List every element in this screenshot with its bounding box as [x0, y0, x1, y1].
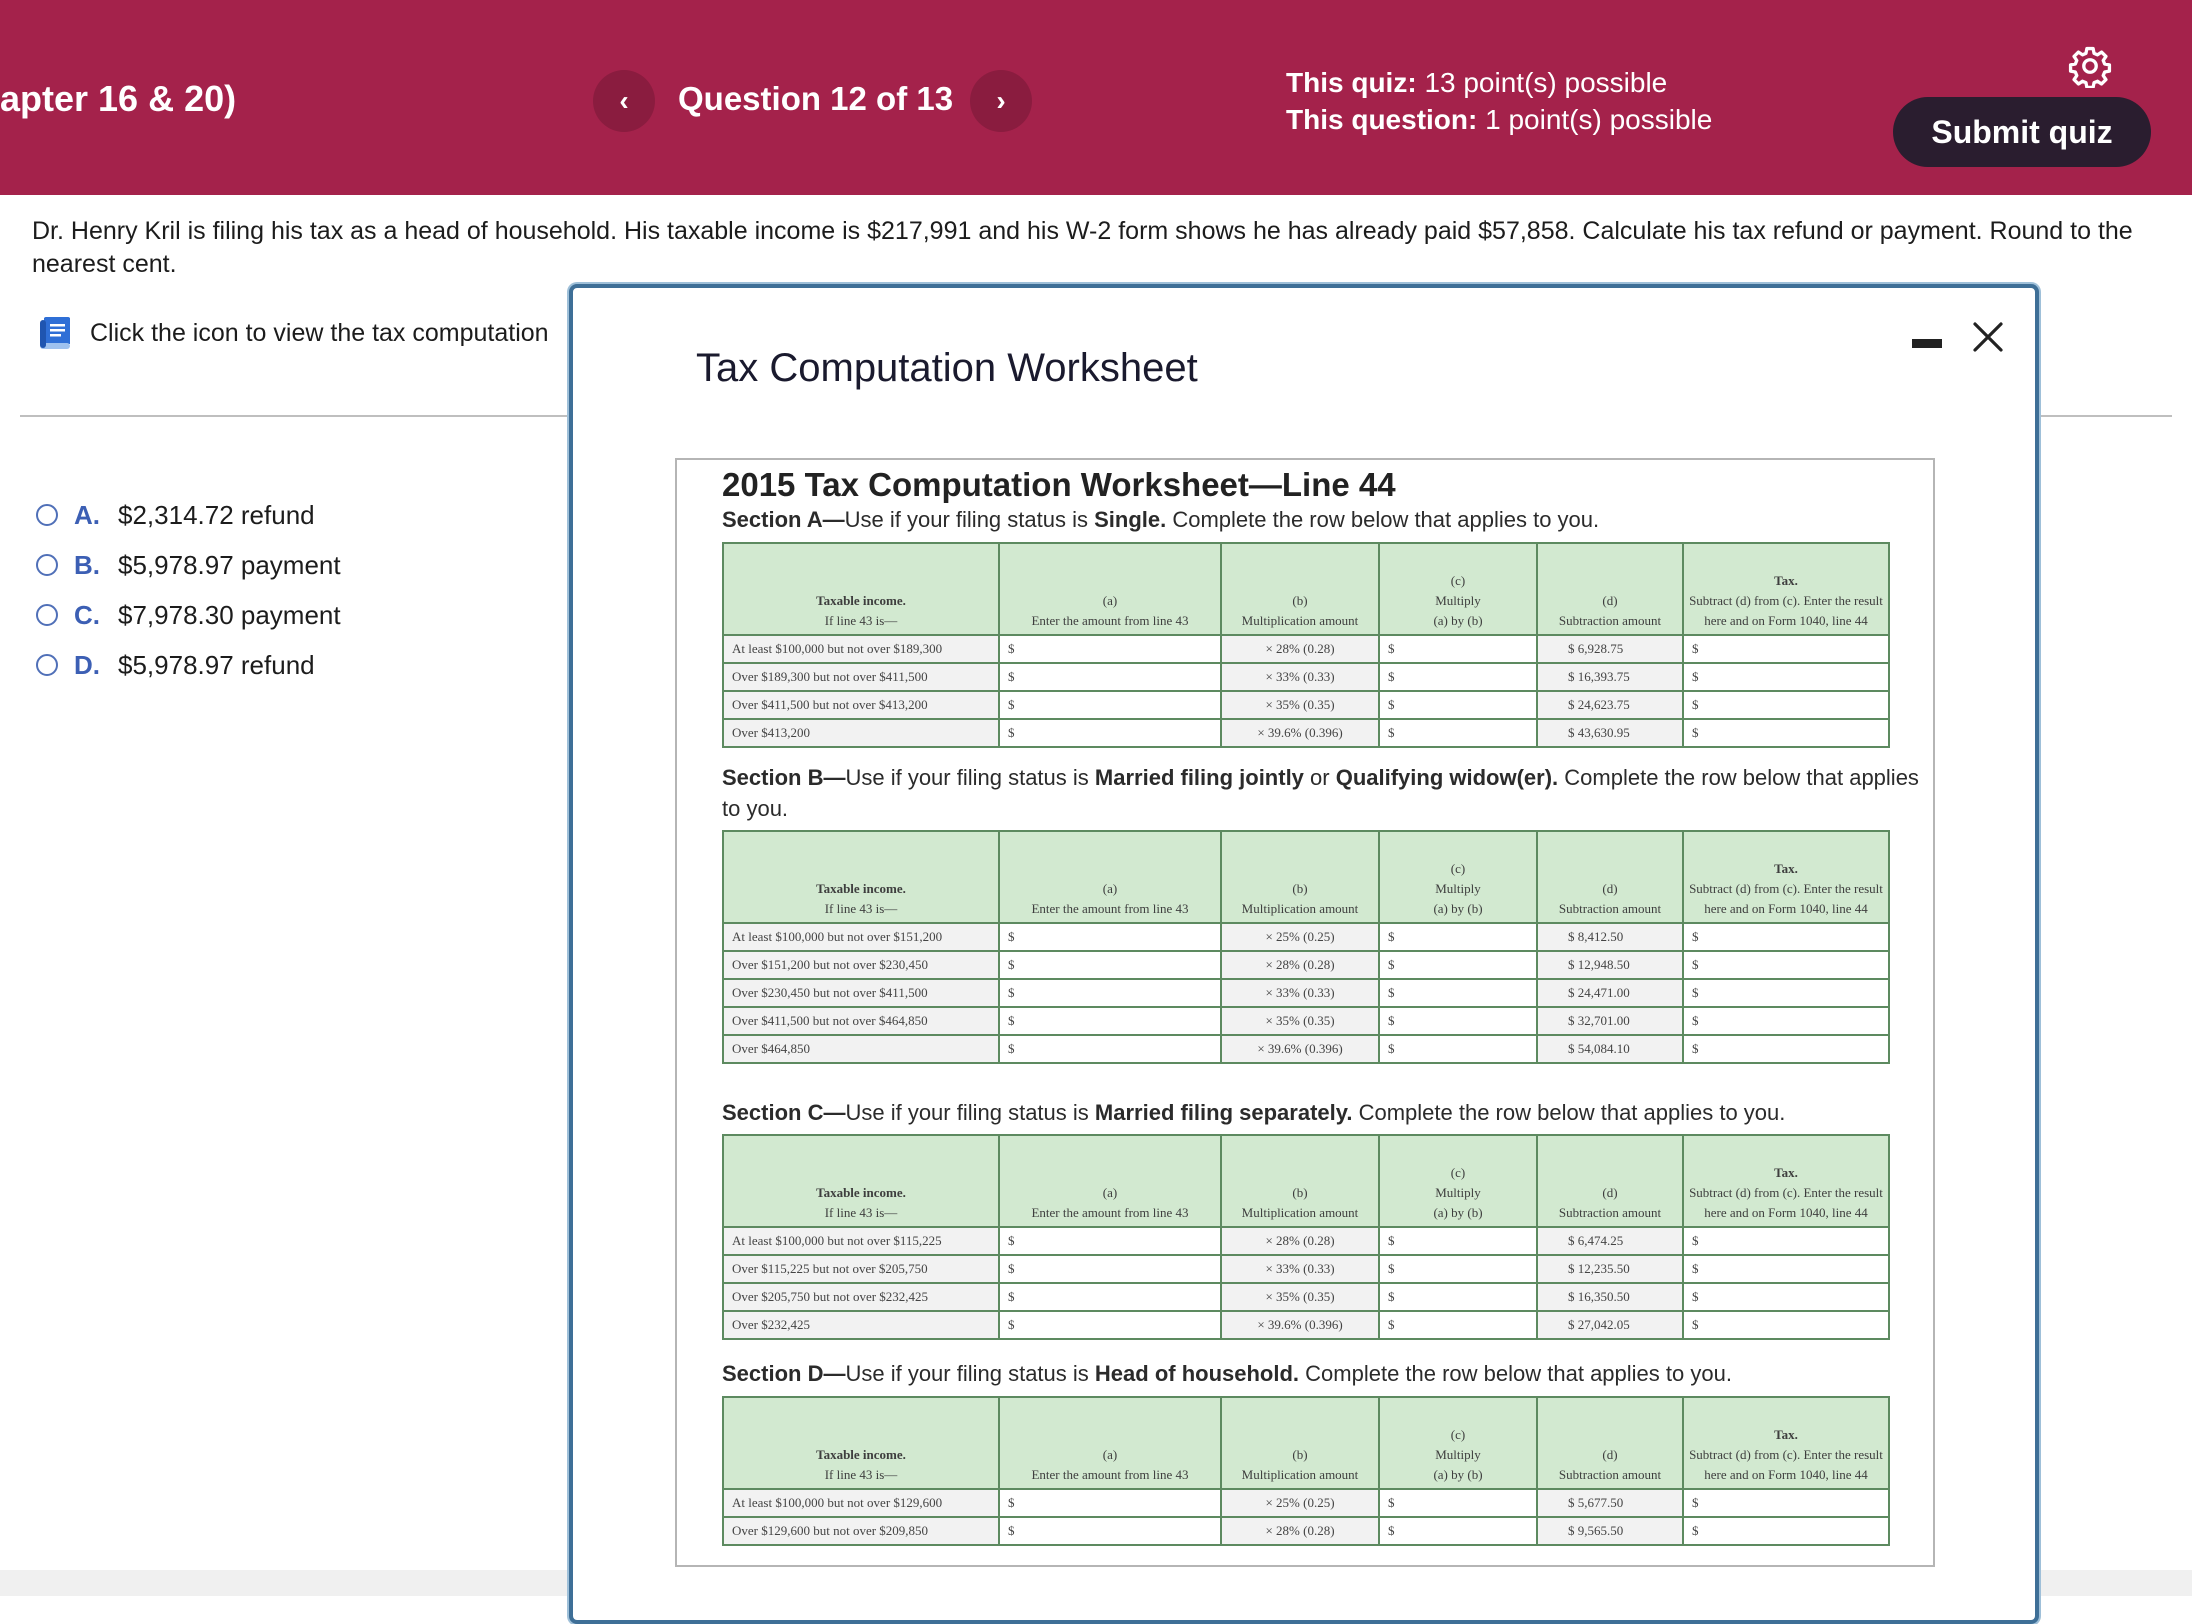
col-tax: Tax. Subtract (d) from (c). Enter the result here and on Form 1040, line 44 — [1683, 1397, 1889, 1489]
answer-choices — [36, 490, 341, 690]
settings-gear-icon[interactable] — [2068, 44, 2112, 88]
question-text: Dr. Henry Kril is filing his tax as a head of household. His taxable income is $217,991 and his W-2 form shows he has already paid $57,858. Calculate his tax refund or payment. Round to the nearest cent. — [32, 217, 2133, 278]
close-icon[interactable] — [1971, 320, 2005, 354]
section-text: Use if your filing status is — [845, 1361, 1095, 1386]
section-b-table — [722, 830, 1890, 1064]
worksheet-image — [675, 458, 1935, 1567]
col-b: (b) Multiplication amount — [1221, 831, 1379, 923]
choice-b[interactable] — [36, 540, 341, 590]
choice-a[interactable] — [36, 490, 341, 540]
quiz-points-label: This quiz: — [1286, 67, 1417, 98]
col-a: (a) Enter the amount from line 43 — [999, 1397, 1221, 1489]
section-lead: Section A— — [722, 507, 845, 532]
section-tail: Complete the row below that applies to you. — [1299, 1361, 1732, 1386]
choice-letter: A. — [74, 499, 100, 530]
col-c: (c) Multiply (a) by (b) — [1379, 1135, 1537, 1227]
section-tail: Complete the row below that applies to you. — [1166, 507, 1600, 532]
col-income: Taxable income. If line 43 is— — [723, 1397, 999, 1489]
section-tail: Complete the row below that applies to you. — [722, 765, 1919, 821]
table-row: Over $129,600 but not over $209,850 $ × 28% (0.28) $ $ 9,565.50 $ — [723, 1517, 1889, 1545]
table-row: Over $115,225 but not over $205,750 $ × 33% (0.33) $ $ 12,235.50 $ — [723, 1255, 1889, 1283]
worksheet-link-text: Click the icon to view the tax computation — [90, 318, 549, 347]
table-row: Over $189,300 but not over $411,500 $ × 33% (0.33) $ $ 16,393.75 $ — [723, 663, 1889, 691]
book-icon[interactable] — [36, 314, 76, 352]
points-info — [1286, 64, 1712, 138]
modal-title: Tax Computation Worksheet — [696, 346, 1198, 390]
col-d: (d) Subtraction amount — [1537, 831, 1683, 923]
radio-button[interactable] — [36, 604, 58, 626]
table-row: At least $100,000 but not over $115,225 $ × 28% (0.28) $ $ 6,474.25 $ — [723, 1227, 1889, 1255]
question-points-label: This question: — [1286, 104, 1478, 135]
table-row: Over $411,500 but not over $464,850 $ × 35% (0.35) $ $ 32,701.00 $ — [723, 1007, 1889, 1035]
section-status: Single. — [1094, 507, 1167, 532]
choice-letter: C. — [74, 599, 100, 630]
table-row: Over $413,200 $ × 39.6% (0.396) $ $ 43,630.95 $ — [723, 719, 1889, 747]
radio-button[interactable] — [36, 504, 58, 526]
choice-c[interactable] — [36, 590, 341, 640]
radio-button[interactable] — [36, 554, 58, 576]
table-row: Over $411,500 but not over $413,200 $ × 35% (0.35) $ $ 24,623.75 $ — [723, 691, 1889, 719]
col-a: (a) Enter the amount from line 43 — [999, 543, 1221, 635]
choice-letter: B. — [74, 549, 100, 580]
section-or: or — [1303, 765, 1336, 790]
section-text: Use if your filing status is — [844, 507, 1095, 532]
section-c-table — [722, 1134, 1890, 1340]
col-income: Taxable income. If line 43 is— — [723, 543, 999, 635]
col-c: (c) Multiply (a) by (b) — [1379, 543, 1537, 635]
col-tax: Tax. Subtract (d) from (c). Enter the result here and on Form 1040, line 44 — [1683, 831, 1889, 923]
section-lead: Section B— — [722, 765, 846, 790]
col-b: (b) Multiplication amount — [1221, 543, 1379, 635]
section-tail: Complete the row below that applies to you. — [1352, 1100, 1786, 1125]
table-row: Over $205,750 but not over $232,425 $ × 35% (0.35) $ $ 16,350.50 $ — [723, 1283, 1889, 1311]
table-row: Over $151,200 but not over $230,450 $ × 28% (0.28) $ $ 12,948.50 $ — [723, 951, 1889, 979]
table-row: Over $230,450 but not over $411,500 $ × 33% (0.33) $ $ 24,471.00 $ — [723, 979, 1889, 1007]
question-points-value: 1 point(s) possible — [1485, 104, 1713, 135]
section-d-table — [722, 1396, 1890, 1546]
section-status: Head of household. — [1094, 1361, 1300, 1386]
section-a-table — [722, 542, 1890, 748]
choice-text: $2,314.72 refund — [118, 499, 315, 530]
choice-letter: D. — [74, 649, 100, 680]
section-text: Use if your filing status is — [845, 1100, 1095, 1125]
col-c: (c) Multiply (a) by (b) — [1379, 831, 1537, 923]
choice-text: $7,978.30 payment — [118, 599, 341, 630]
question-title[interactable]: Question 12 of 13 — [678, 80, 954, 117]
col-a: (a) Enter the amount from line 43 — [999, 831, 1221, 923]
section-c-heading — [722, 1097, 1922, 1128]
previous-question-button[interactable]: ‹ — [593, 70, 655, 132]
section-a-heading — [722, 504, 1922, 535]
table-row: Over $232,425 $ × 39.6% (0.396) $ $ 27,042.05 $ — [723, 1311, 1889, 1339]
chapter-title: apter 16 & 20) — [0, 78, 237, 119]
quiz-header — [0, 0, 2192, 195]
section-d-heading — [722, 1358, 1922, 1389]
section-status: Married filing separately. — [1094, 1100, 1353, 1125]
table-row: At least $100,000 but not over $189,300 $ × 28% (0.28) $ $ 6,928.75 $ — [723, 635, 1889, 663]
choice-text: $5,978.97 payment — [118, 549, 341, 580]
col-income: Taxable income. If line 43 is— — [723, 1135, 999, 1227]
section-lead: Section D— — [722, 1361, 846, 1386]
minimize-icon[interactable] — [1912, 339, 1942, 348]
col-b: (b) Multiplication amount — [1221, 1135, 1379, 1227]
worksheet-link-row — [36, 314, 549, 352]
worksheet-title: 2015 Tax Computation Worksheet—Line 44 — [722, 466, 1396, 503]
col-d: (d) Subtraction amount — [1537, 543, 1683, 635]
col-d: (d) Subtraction amount — [1537, 1397, 1683, 1489]
col-tax: Tax. Subtract (d) from (c). Enter the result here and on Form 1040, line 44 — [1683, 543, 1889, 635]
section-status-2: Qualifying widow(er). — [1335, 765, 1559, 790]
col-b: (b) Multiplication amount — [1221, 1397, 1379, 1489]
col-a: (a) Enter the amount from line 43 — [999, 1135, 1221, 1227]
radio-button[interactable] — [36, 654, 58, 676]
table-row: Over $464,850 $ × 39.6% (0.396) $ $ 54,084.10 $ — [723, 1035, 1889, 1063]
col-c: (c) Multiply (a) by (b) — [1379, 1397, 1537, 1489]
submit-quiz-button[interactable]: Submit quiz — [1893, 97, 2151, 167]
choice-text: $5,978.97 refund — [118, 649, 315, 680]
table-row: At least $100,000 but not over $151,200 $ × 25% (0.25) $ $ 8,412.50 $ — [723, 923, 1889, 951]
section-status: Married filing jointly — [1094, 765, 1304, 790]
next-question-button[interactable]: › — [970, 70, 1032, 132]
tax-worksheet-modal — [569, 284, 2039, 1624]
quiz-points-value: 13 point(s) possible — [1424, 67, 1668, 98]
col-income: Taxable income. If line 43 is— — [723, 831, 999, 923]
section-lead: Section C— — [722, 1100, 846, 1125]
choice-d[interactable] — [36, 640, 341, 690]
section-b-heading — [722, 762, 1922, 824]
table-row: At least $100,000 but not over $129,600 $ × 25% (0.25) $ $ 5,677.50 $ — [723, 1489, 1889, 1517]
section-text: Use if your filing status is — [845, 765, 1095, 790]
col-tax: Tax. Subtract (d) from (c). Enter the result here and on Form 1040, line 44 — [1683, 1135, 1889, 1227]
col-d: (d) Subtraction amount — [1537, 1135, 1683, 1227]
